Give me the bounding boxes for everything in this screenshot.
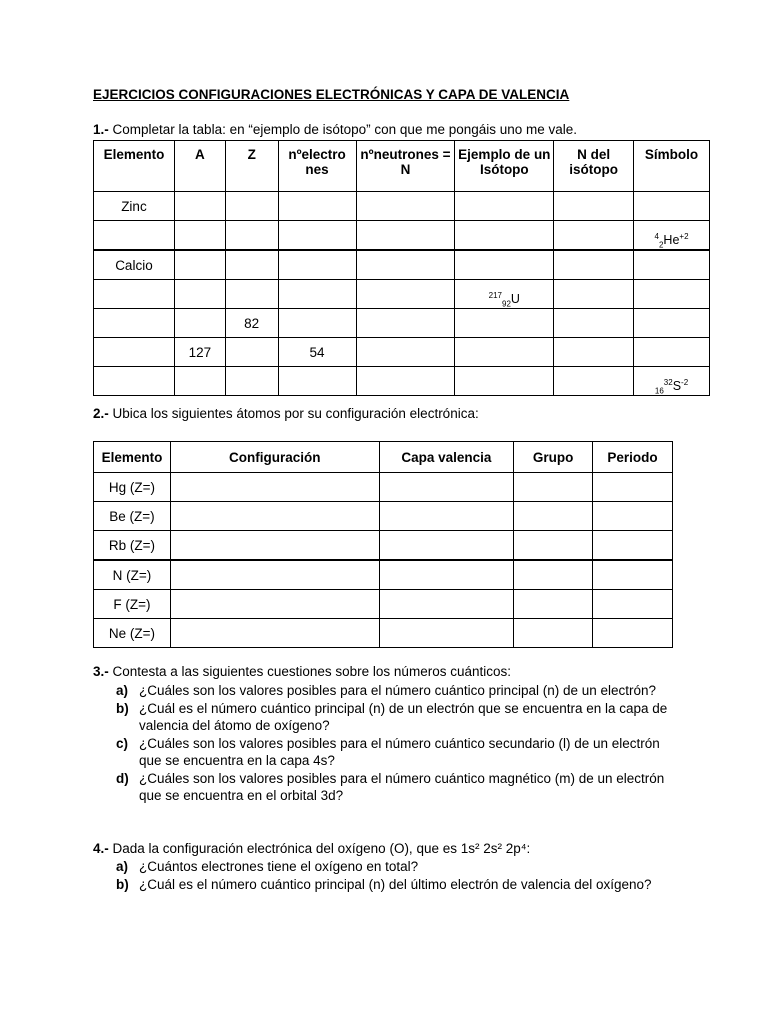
list-item [116,735,686,770]
column-header: Periodo [593,442,673,473]
question-text: Dada la configuración electrónica del oxígeno (O), que es 1s² 2s² 2p⁴: [108,841,531,856]
question-number: 2.- [93,406,109,421]
item-text: ¿Cuál es el número cuántico principal (n) del último electrón de valencia del oxígeno? [139,876,652,892]
table-row [94,221,710,251]
table-cell [278,250,356,280]
table-cell [634,192,710,221]
table-cell [554,309,634,338]
item-text: ¿Cuántos electrones tiene el oxígeno en total? [139,859,419,874]
table-header-row [94,442,673,473]
column-header: N del isótopo [554,141,634,192]
table-cell [356,309,455,338]
question-1 [93,122,577,137]
question-4-list [116,858,686,893]
list-item [116,682,686,700]
answer-cell [379,531,514,561]
table-cell [554,367,634,396]
answer-cell [593,560,673,590]
question-text: Completar la tabla: en “ejemplo de isótopo” con que me pongáis uno me vale. [108,122,578,137]
item-label: b) [116,700,129,716]
answer-cell [514,590,593,619]
element-cell: Rb (Z=) [94,531,171,561]
answer-cell [170,619,379,648]
table-row [94,590,673,619]
answer-cell [514,531,593,561]
answer-cell [514,502,593,531]
table-cell [634,367,710,396]
table-row [94,619,673,648]
table-cell [278,221,356,251]
column-header: Ejemplo de un Isótopo [455,141,554,192]
table-cell [174,367,225,396]
table-header-row [94,141,710,192]
element-cell: Ne (Z=) [94,619,171,648]
item-label: a) [116,683,129,698]
table-cell [278,367,356,396]
element-cell: F (Z=) [94,590,171,619]
table-row [94,250,710,280]
table-cell [278,280,356,309]
table-cell: 82 [225,309,278,338]
table-cell [634,221,710,251]
answer-cell [379,473,514,502]
answer-cell [170,590,379,619]
question-number: 1.- [93,122,109,137]
item-label: c) [116,735,129,751]
table-cell [554,338,634,367]
table-cell [278,192,356,221]
table-cell [174,221,225,251]
list-item [116,700,686,735]
table-cell [356,280,455,309]
table-cell [455,309,554,338]
table-cell [94,309,175,338]
list-item [116,770,686,805]
question-number: 3.- [93,664,109,679]
question-2 [93,406,479,421]
answer-cell [514,560,593,590]
table-cell [356,367,455,396]
configuration-table [93,441,673,648]
column-header: Configuración [170,442,379,473]
table-cell [356,221,455,251]
table-cell [356,338,455,367]
page-title: EJERCICIOS CONFIGURACIONES ELECTRÓNICAS Y CAPA DE VALENCIA [93,87,570,102]
table-cell [174,280,225,309]
table-cell [554,192,634,221]
answer-cell [170,473,379,502]
item-label: a) [116,859,129,874]
answer-cell [593,473,673,502]
table-cell [94,221,175,251]
table-cell [554,221,634,251]
table-cell [455,250,554,280]
item-text: ¿Cuáles son los valores posibles para el número cuántico magnético (m) de un electrón que se encuentra en el orbital 3d? [139,770,665,803]
element-cell: N (Z=) [94,560,171,590]
table-cell [225,367,278,396]
item-text: ¿Cuáles son los valores posibles para el número cuántico principal (n) de un electrón? [139,683,657,698]
table-row [94,309,710,338]
table-cell [634,250,710,280]
table-cell [225,338,278,367]
item-text: ¿Cuáles son los valores posibles para el número cuántico secundario (l) de un electrón que se encuentra en la capa 4s? [139,735,660,768]
column-header: Capa valencia [379,442,514,473]
table-row [94,531,673,561]
table-row [94,192,710,221]
table-row [94,367,710,396]
answer-cell [514,473,593,502]
table-row [94,338,710,367]
question-3-list [116,682,686,805]
answer-cell [170,531,379,561]
answer-cell [379,502,514,531]
table-cell [278,309,356,338]
element-cell: Hg (Z=) [94,473,171,502]
question-4 [93,841,530,856]
answer-cell [379,590,514,619]
table-cell [174,250,225,280]
question-number: 4.- [93,841,109,856]
list-item [116,858,686,876]
table-cell [554,280,634,309]
isotope-symbol-u: $^{217}_{92}$U [488,290,520,308]
answer-cell [170,502,379,531]
answer-cell [593,502,673,531]
column-header: nºelectro nes [278,141,356,192]
table-cell [455,367,554,396]
isotope-symbol-he: $^4_2He^{+2}$ [654,231,689,249]
answer-cell [514,619,593,648]
table-cell [634,338,710,367]
table-cell [634,280,710,309]
table-cell [455,192,554,221]
isotope-symbol-s: $_{16}^{32}S^{-2}$ [654,377,689,395]
table-cell [174,192,225,221]
column-header: Grupo [514,442,593,473]
table-cell [634,309,710,338]
table-cell [94,338,175,367]
table-cell [94,280,175,309]
item-label: b) [116,876,129,892]
table-cell [94,367,175,396]
table-cell [225,192,278,221]
table-cell [554,250,634,280]
table-cell [174,309,225,338]
element-cell: Be (Z=) [94,502,171,531]
table-cell: 54 [278,338,356,367]
table-cell [225,250,278,280]
question-3 [93,664,511,679]
isotope-table [93,140,710,396]
table-cell [225,280,278,309]
table-cell: 127 [174,338,225,367]
table-cell [455,338,554,367]
table-row [94,280,710,309]
answer-cell [379,619,514,648]
table-row [94,502,673,531]
answer-cell [593,531,673,561]
table-row [94,473,673,502]
question-text: Ubica los siguientes átomos por su configuración electrónica: [108,406,479,421]
column-header: Z [225,141,278,192]
question-text: Contesta a las siguientes cuestiones sobre los números cuánticos: [108,664,511,679]
answer-cell [379,560,514,590]
table-cell [356,192,455,221]
column-header: Símbolo [634,141,710,192]
answer-cell [593,590,673,619]
item-label: d) [116,770,129,786]
table-cell [455,221,554,251]
table-cell [455,280,554,309]
item-text: ¿Cuál es el número cuántico principal (n) de un electrón que se encuentra en la capa de valencia del átomo de oxígeno? [139,700,668,733]
column-header: Elemento [94,141,175,192]
column-header: A [174,141,225,192]
column-header: Elemento [94,442,171,473]
list-item [116,876,686,894]
column-header: nºneutrones = N [356,141,455,192]
table-cell [356,250,455,280]
table-cell: Zinc [94,192,175,221]
table-cell: Calcio [94,250,175,280]
answer-cell [170,560,379,590]
table-cell [225,221,278,251]
answer-cell [593,619,673,648]
table-row [94,560,673,590]
